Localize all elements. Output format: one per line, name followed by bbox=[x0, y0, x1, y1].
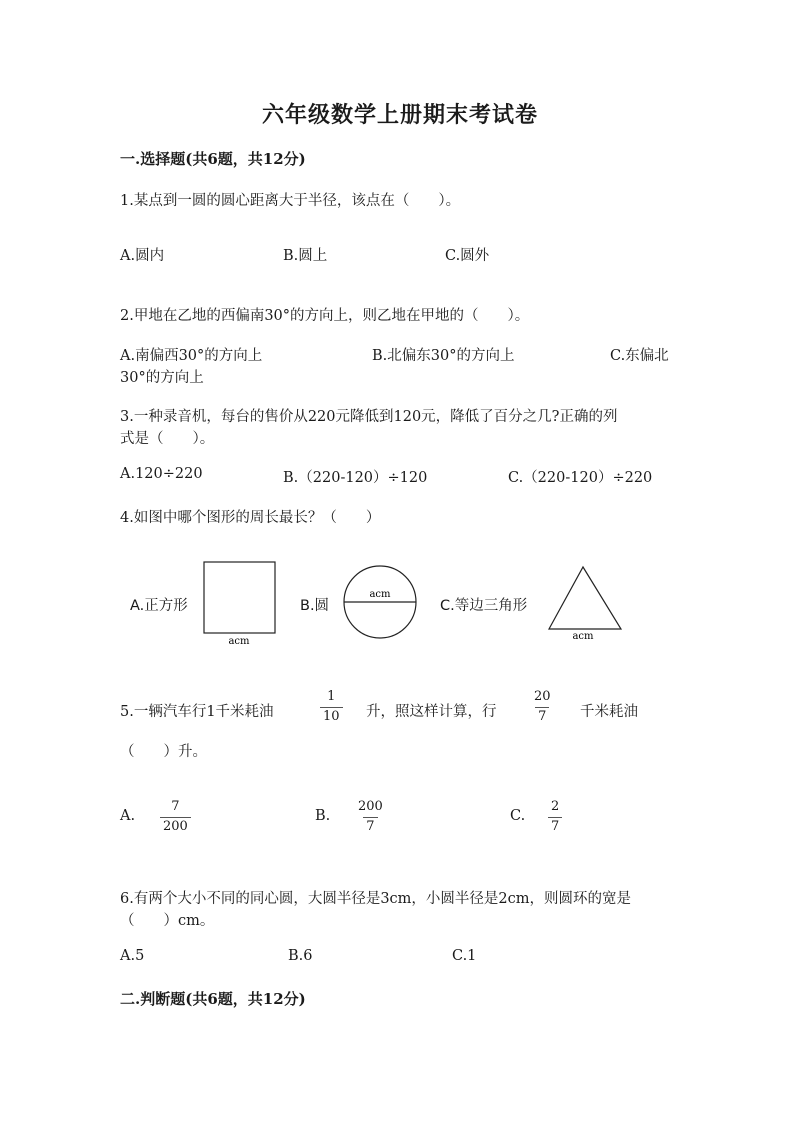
q6-option-a[interactable]: A.5 bbox=[120, 948, 145, 964]
q5-fraction-fuel bbox=[320, 690, 343, 725]
q5-option-b-letter[interactable]: B. bbox=[315, 808, 331, 824]
question-1-text: 1.某点到一圆的圆心距离大于半径，该点在（ ）。 bbox=[120, 193, 461, 209]
section-heading-choice: 一.选择题(共6题，共12分) bbox=[120, 150, 306, 168]
q5-option-a-fraction[interactable] bbox=[160, 800, 191, 835]
q5-option-a-letter[interactable]: A. bbox=[120, 808, 136, 824]
q5-fraction-fuel-denominator: 10 bbox=[320, 707, 343, 725]
q5-option-b-denominator: 7 bbox=[363, 817, 377, 835]
q5-option-b-numerator: 200 bbox=[358, 799, 383, 814]
q5-option-b-fraction[interactable] bbox=[355, 800, 386, 835]
q1-option-c[interactable]: C.圆外 bbox=[445, 248, 490, 264]
figure-label-triangle[interactable]: C.等边三角形 bbox=[440, 598, 528, 614]
question-5-text-part-2: 升，照这样计算，行 bbox=[366, 704, 497, 720]
q5-option-a-denominator: 200 bbox=[160, 817, 191, 835]
q1-option-b[interactable]: B.圆上 bbox=[283, 248, 328, 264]
q5-option-a-numerator: 7 bbox=[171, 799, 180, 814]
q5-option-c-denominator: 7 bbox=[548, 817, 562, 835]
q2-option-c-continuation: 30°的方向上 bbox=[120, 370, 204, 386]
question-3-continuation: 式是（ ）。 bbox=[120, 431, 215, 447]
q5-fraction-distance-numerator: 20 bbox=[534, 689, 551, 704]
question-2-text: 2.甲地在乙地的西偏南30°的方向上，则乙地在甲地的（ ）。 bbox=[120, 308, 530, 324]
q1-option-a[interactable]: A.圆内 bbox=[120, 248, 165, 264]
square-figure bbox=[200, 558, 280, 650]
q5-option-c-numerator: 2 bbox=[551, 799, 560, 814]
circle-diameter-label: acm bbox=[369, 589, 391, 600]
q5-option-c-fraction[interactable] bbox=[548, 800, 562, 835]
question-5-text-part-1: 5.一辆汽车行1千米耗油 bbox=[120, 704, 274, 720]
question-5-continuation: （ ）升。 bbox=[120, 744, 207, 760]
q5-fraction-fuel-numerator: 1 bbox=[327, 689, 336, 704]
triangle-side-label: acm bbox=[572, 631, 594, 642]
q6-option-b[interactable]: B.6 bbox=[288, 948, 313, 964]
triangle-figure bbox=[545, 563, 627, 643]
q3-option-c[interactable]: C.（220-120）÷220 bbox=[508, 470, 653, 486]
square-side-label: acm bbox=[228, 636, 250, 647]
q6-option-c[interactable]: C.1 bbox=[452, 948, 477, 964]
q5-option-c-letter[interactable]: C. bbox=[510, 808, 526, 824]
q3-option-b[interactable]: B.（220-120）÷120 bbox=[283, 470, 428, 486]
figure-label-square[interactable]: A.正方形 bbox=[130, 598, 188, 614]
q5-fraction-distance-denominator: 7 bbox=[535, 707, 549, 725]
question-4-text: 4.如图中哪个图形的周长最长？（ ） bbox=[120, 510, 381, 526]
question-5-text-part-3: 千米耗油 bbox=[580, 704, 638, 720]
q2-option-c[interactable]: C.东偏北 bbox=[610, 348, 669, 364]
page-title: 六年级数学上册期末考试卷 bbox=[261, 102, 538, 128]
question-3-text: 3.一种录音机，每台的售价从220元降低到120元，降低了百分之几?正确的列 bbox=[120, 409, 618, 425]
section-heading-judgement: 二.判断题(共6题，共12分) bbox=[120, 990, 306, 1008]
q3-option-a[interactable]: A.120÷220 bbox=[120, 466, 203, 482]
q5-fraction-distance bbox=[531, 690, 554, 725]
figure-label-circle[interactable]: B.圆 bbox=[300, 598, 330, 614]
q2-option-b[interactable]: B.北偏东30°的方向上 bbox=[372, 348, 515, 364]
q2-option-a[interactable]: A.南偏西30°的方向上 bbox=[120, 348, 263, 364]
question-6-continuation: （ ）cm。 bbox=[120, 913, 215, 929]
question-6-text: 6.有两个大小不同的同心圆，大圆半径是3cm，小圆半径是2cm，则圆环的宽是 bbox=[120, 891, 632, 907]
circle-figure bbox=[340, 562, 420, 642]
